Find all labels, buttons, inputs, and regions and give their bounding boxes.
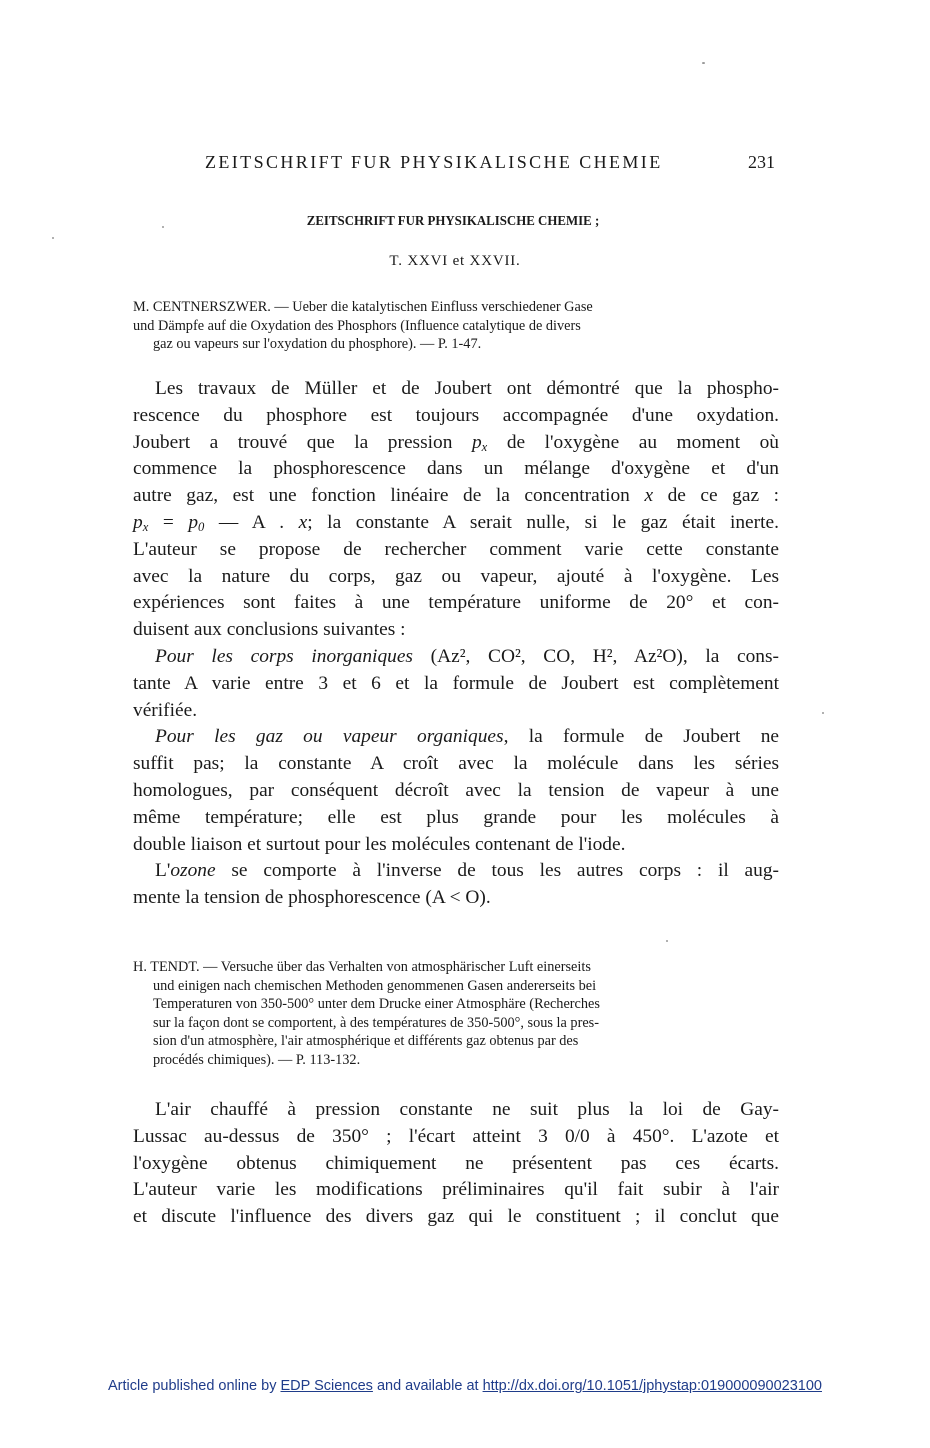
review2-body (133, 1097, 779, 1231)
text-line: L'ozone se comporte à l'inverse de tous les autres corps : il aug- (155, 860, 779, 882)
publication-footer (0, 1378, 930, 1394)
reference-line: gaz ou vapeurs sur l'oxydation du phosphore). — P. 1-47. (153, 336, 482, 352)
text-line: commence la phosphorescence dans un mélange d'oxygène et d'un (133, 458, 779, 480)
text-line: Lussac au-dessus de 350° ; l'écart atteint 3 0/0 à 450°. L'azote et (133, 1125, 779, 1147)
publisher-link[interactable]: EDP Sciences (280, 1378, 373, 1394)
reference-line: und einigen nach chemischen Methoden genommenen Gasen andererseits bei (153, 977, 597, 994)
paragraph (133, 858, 779, 912)
scan-speck (666, 940, 668, 942)
text-line: autre gaz, est une fonction linéaire de la concentration x de ce gaz : (133, 485, 780, 507)
review2-reference (133, 958, 781, 1069)
text-line: même température; elle est plus grande pour les molécules à (133, 806, 779, 828)
doi-link[interactable]: http://dx.doi.org/10.1051/jphystap:019000090023100 (482, 1378, 822, 1394)
reference-line: und Dämpfe auf die Oxydation des Phosphors (Influence catalytique de divers (133, 317, 581, 334)
text-line: expériences sont faites à une température uniforme de 20° et con- (133, 592, 779, 614)
scan-speck (52, 237, 54, 239)
text-line: homologues, par conséquent décroît avec la tension de vapeur à une (133, 779, 779, 801)
page-number: 231 (748, 152, 775, 172)
text-line: et discute l'influence des divers gaz qui le constituent ; il conclut que (133, 1206, 779, 1228)
text-line: l'oxygène obtenus chimiquement ne présentent pas ces écarts. (133, 1152, 779, 1174)
volumes-line: T. XXVI et XXVII. (389, 253, 521, 269)
text-line: rescence du phosphore est toujours accompagnée d'une oxydation. (133, 404, 779, 426)
text-line: double liaison et surtout pour les molécules contenant de l'iode. (133, 833, 626, 855)
reference-line: procédés chimiques). — P. 113-132. (153, 1051, 361, 1068)
text-line: mente la tension de phosphorescence (A < O). (133, 887, 491, 909)
text-line: Pour les gaz ou vapeur organiques, la formule de Joubert ne (155, 726, 779, 748)
text-line: avec la nature du corps, gaz ou vapeur, ajouté à l'oxygène. Les (133, 565, 779, 587)
running-head-title: ZEITSCHRIFT FUR PHYSIKALISCHE CHEMIE (205, 152, 663, 172)
text-line: tante A varie entre 3 et 6 et la formule de Joubert est complètement (133, 672, 779, 694)
journal-title: ZEITSCHRIFT FUR PHYSIKALISCHE CHEMIE ; (306, 214, 600, 229)
review1-reference (133, 298, 781, 354)
paragraph (133, 1097, 779, 1231)
text-line: L'air chauffé à pression constante ne suit plus la loi de Gay- (155, 1099, 779, 1120)
reference-line: M. CENTNERSZWER. — Ueber die katalytischen Einfluss verschiedener Gase (133, 299, 593, 315)
footer-prefix: Article published online by (108, 1378, 277, 1394)
footer-middle: and available at (376, 1378, 479, 1394)
running-head (205, 152, 775, 173)
paragraph (133, 644, 779, 724)
text-line: Les travaux de Müller et de Joubert ont démontré que la phospho- (155, 378, 779, 399)
reference-line: H. TENDT. — Versuche über das Verhalten von atmosphärischer Luft einerseits (133, 959, 591, 975)
text-line: Pour les corps inorganiques (Az², CO², CO, H², Az²O), la cons- (155, 645, 779, 667)
formula-px: $p_x$ (471, 431, 488, 454)
text-line: duisent aux conclusions suivantes : (133, 619, 406, 641)
text-line: L'auteur se propose de rechercher comment varie cette constante (133, 538, 779, 560)
text-line: L'auteur varie les modifications préliminaires qu'il fait subir à l'air (133, 1179, 779, 1201)
paragraph (133, 724, 779, 858)
paragraph (133, 376, 779, 644)
scan-speck (702, 62, 705, 64)
review1-body (133, 376, 779, 912)
text-line: vérifiée. (133, 699, 198, 721)
formula-line: $p_x = p_0$ — A . x; la constante A serait nulle, si le gaz était inerte. (133, 511, 779, 535)
reference-line: sur la façon dont se comportent, à des températures de 350-500°, sous la pres- (153, 1014, 600, 1031)
reference-line: sion d'un atmosphère, l'air atmosphérique et différents gaz obtenus par des (153, 1033, 579, 1049)
scan-speck (822, 712, 824, 714)
text-line: suffit pas; la constante A croît avec la molécule dans les séries (133, 753, 779, 775)
text-line: Joubert a trouvé que la pression $p_x$ de l'oxygène au moment où (133, 431, 779, 454)
reference-line: Temperaturen von 350-500° unter dem Drucke einer Atmosphäre (Recherches (153, 996, 600, 1012)
